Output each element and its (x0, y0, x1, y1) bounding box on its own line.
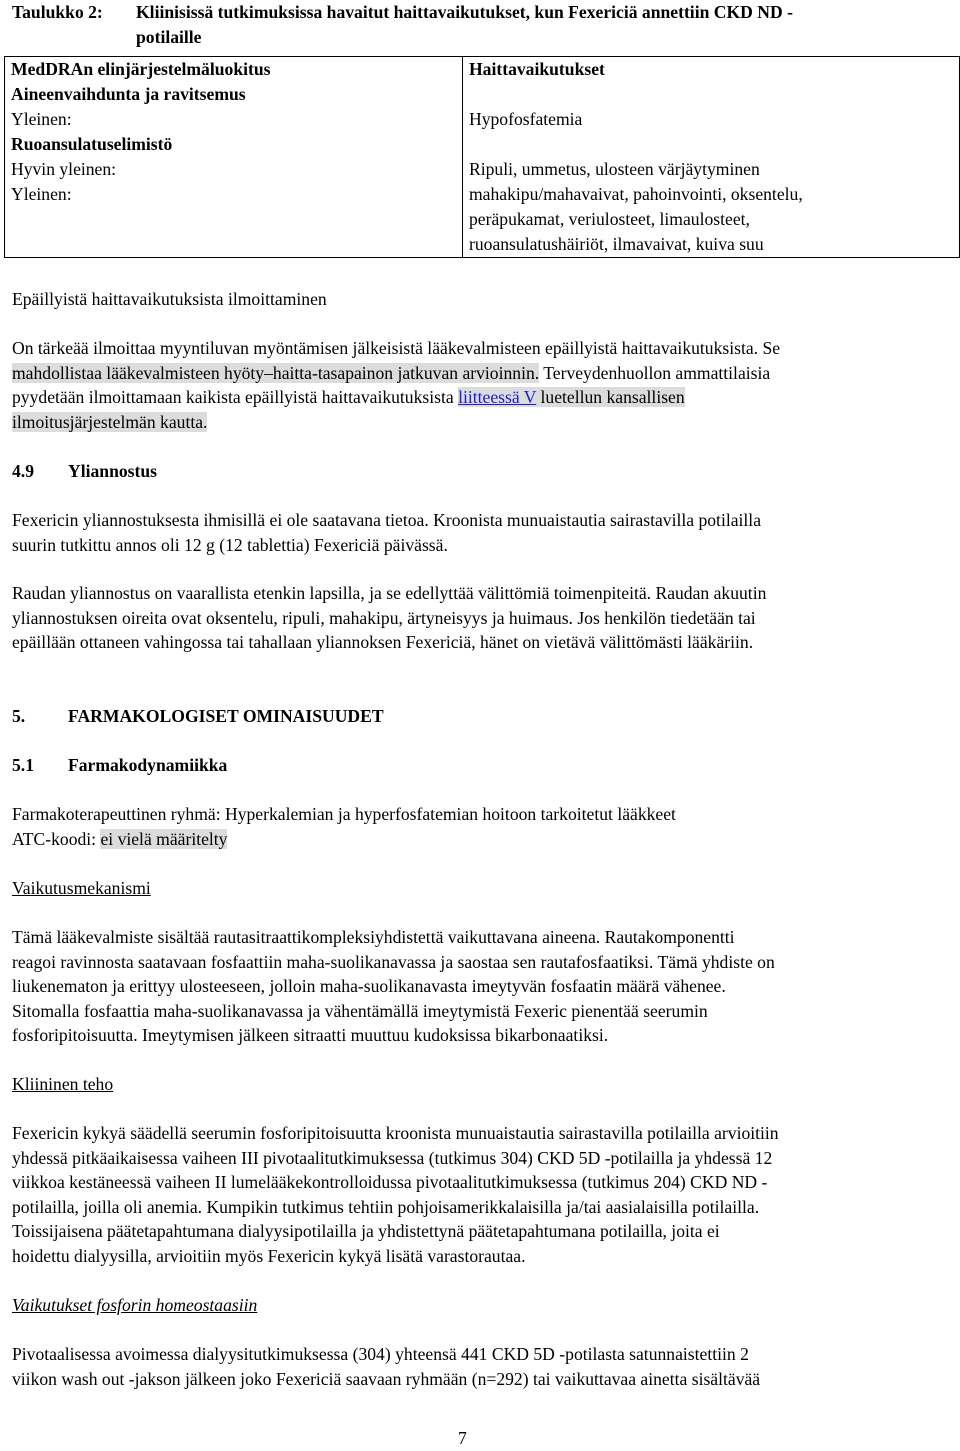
frequency-very-common: Hyvin yleinen: (11, 159, 117, 179)
phosphate-heading-text: Vaikutukset fosforin homeostaasiin (12, 1295, 258, 1315)
text-line: Fexericin kykyä säädellä seerumin fosforipitoisuutta kroonista munuaistautia sairastavilla potilailla arvioitiin (12, 1123, 779, 1143)
pharmacotherapeutic-group (12, 802, 948, 851)
reporting-line-3b: luetellun kansallisen (536, 387, 685, 407)
section-title: FARMAKOLOGISET OMINAISUUDET (68, 706, 384, 726)
text-line: Raudan yliannostus on vaarallista etenkin lapsilla, ja se edellyttää välittömiä toimenpiteitä. Raudan akuutin (12, 583, 767, 603)
text-line: Tämä lääkevalmiste sisältää rautasitraattikompleksiyhdistettä vaikuttavana aineena. Rautakomponentti (12, 927, 735, 947)
soc-metabolism: Aineenvaihdunta ja ravitsemus (11, 84, 246, 104)
text-line: hoidettu dialyysilla, arvioitiin myös Fexericin kykyä lisätä varastorautaa. (12, 1245, 526, 1266)
soc-gastrointestinal: Ruoansulatuselimistö (11, 134, 173, 154)
section-4-9-heading (12, 459, 948, 484)
overdose-paragraph-1 (12, 508, 948, 557)
text-line: Sitomalla fosfaattia maha-suolikanavassa ja vähentämällä imeytymistä Fexeric pienentää seerumin (12, 1000, 708, 1021)
reporting-line-4: ilmoitusjärjestelmän kautta. (12, 411, 208, 432)
text-line: fosforipitoisuutta. Imeytymisen jälkeen sitraatti muuttuu kudoksissa bikarbonaatiksi. (12, 1025, 609, 1045)
text-line: Fexericin yliannostuksesta ihmisillä ei ole saatavana tietoa. Kroonista munuaistautia sairastavilla potilailla (12, 510, 761, 530)
group-line: Farmakoterapeuttinen ryhmä: Hyperkalemian ja hyperfosfatemian hoitoon tarkoitetut lääkkeet (12, 804, 676, 824)
text-line: liukenematon ja erittyy ulosteeseen, jolloin maha-suolikanavasta imeytyvän fosfaatin määrä vähenee. (12, 976, 726, 996)
atc-label: ATC-koodi: (12, 828, 101, 849)
frequency-common: Yleinen: (11, 109, 72, 129)
phosphate-paragraph (12, 1342, 948, 1391)
text-line: Pivotaalisessa avoimessa dialyysitutkimuksessa (304) yhteensä 441 CKD 5D -potilasta satunnaistettiin 2 (12, 1344, 749, 1364)
reporting-line-1: On tärkeää ilmoittaa myyntiluvan myöntämisen jälkeisistä lääkevalmisteen epäillyistä haittavaikutuksista. Se (12, 338, 781, 358)
clinical-efficacy-heading-text: Kliininen teho (12, 1074, 114, 1094)
text-line: epäillään ottaneen vahingossa tai tahallaan yliannoksen Fexericiä, hänet on vietävä välittömästi lääkäriin. (12, 632, 754, 652)
section-5-1-heading (12, 753, 948, 778)
reporting-line-2: mahdollistaa lääkevalmisteen hyöty–haitta-tasapainon jatkuvan arvioinnin. (12, 362, 540, 383)
section-number: 4.9 (12, 461, 34, 481)
annex-v-link[interactable]: liitteessä V (458, 387, 537, 407)
overdose-paragraph-2 (12, 581, 948, 655)
reaction-common-3: ruoansulatushäiriöt, ilmavaivat, kuiva suu (469, 234, 764, 254)
reaction-very-common: Ripuli, ummetus, ulosteen värjäytyminen (469, 159, 760, 179)
text-line: potilailla, joilla oli anemia. Kumpikin tutkimus tehtiin pohjoisamerikkalaisilla ja/tai aasialaisilla potilailla. (12, 1196, 760, 1217)
table-title-line-1: Kliinisissä tutkimuksissa havaitut haittavaikutukset, kun Fexericiä annettiin CKD ND - (136, 2, 793, 22)
soc-header: MedDRAn elinjärjestelmäluokitus (11, 59, 271, 79)
reporting-line-2b: Terveydenhuollon ammattilaisia (539, 362, 771, 383)
clinical-efficacy-heading (12, 1072, 948, 1097)
section-5-heading (12, 704, 948, 729)
frequency-common-gi: Yleinen: (11, 184, 72, 204)
reaction-common-1: mahakipu/mahavaivat, pahoinvointi, oksentelu, (469, 184, 803, 204)
table-number: Taulukko 2: (12, 2, 103, 22)
section-number: 5. (12, 706, 26, 726)
text-line: yhdessä pitkäaikaisessa vaiheen III pivotaalitutkimuksessa (tutkimus 304) CKD 5D -potilailla ja yhdessä 12 (12, 1147, 773, 1168)
atc-value: ei vielä määritelty (100, 828, 228, 849)
text-line: suurin tutkittu annos oli 12 g (12 tablettia) Fexericiä päivässä. (12, 534, 448, 555)
adverse-reactions-column (463, 57, 960, 258)
section-title: Yliannostus (68, 461, 157, 481)
clinical-efficacy-paragraph (12, 1121, 948, 1268)
text-line: reagoi ravinnosta saatavaan fosfaattiin maha-suolikanavassa ja saostaa sen rautafosfaatiksi. Tämä yhdiste on (12, 951, 775, 972)
soc-column (5, 57, 463, 258)
reporting-paragraph (12, 336, 948, 434)
mechanism-paragraph (12, 925, 948, 1048)
mechanism-heading-text: Vaikutusmekanismi (12, 878, 151, 898)
mechanism-heading (12, 876, 948, 901)
adverse-events-table (4, 56, 960, 258)
adverse-reactions-header: Haittavaikutukset (469, 59, 605, 79)
section-title: Farmakodynamiikka (68, 755, 228, 775)
reporting-line-3a: pyydetään ilmoittamaan kaikista epäillyistä haittavaikutuksista (12, 387, 459, 407)
text-line: Toissijaisena päätetapahtumana dialyysipotilailla ja yhdistettynä päätetapahtumana potilailla, joita ei (12, 1221, 720, 1241)
text-line: yliannostuksen oireita ovat oksentelu, ripuli, mahakipu, ärtyneisyys ja huimaus. Jos henkilön tiedetään tai (12, 607, 756, 628)
table-title-line-2: potilaille (136, 26, 202, 47)
table-caption (12, 0, 948, 49)
text-line: viikon wash out -jakson jälkeen joko Fexericiä saavaan ryhmään (n=292) tai vaikuttavaa ainetta sisältävää (12, 1368, 761, 1389)
section-number: 5.1 (12, 755, 34, 775)
reporting-heading: Epäillyistä haittavaikutuksista ilmoittaminen (12, 289, 327, 309)
page-number: 7 (458, 1428, 467, 1448)
reaction-common-2: peräpukamat, veriulosteet, limaulosteet, (469, 209, 750, 229)
text-line: viikkoa kestäneessä vaiheen II lumelääkekontrolloidussa pivotaalitutkimuksessa (tutkimus 204) CKD ND - (12, 1172, 768, 1192)
reaction-hypophosphatemia: Hypofosfatemia (469, 109, 583, 129)
phosphate-heading (12, 1293, 948, 1318)
